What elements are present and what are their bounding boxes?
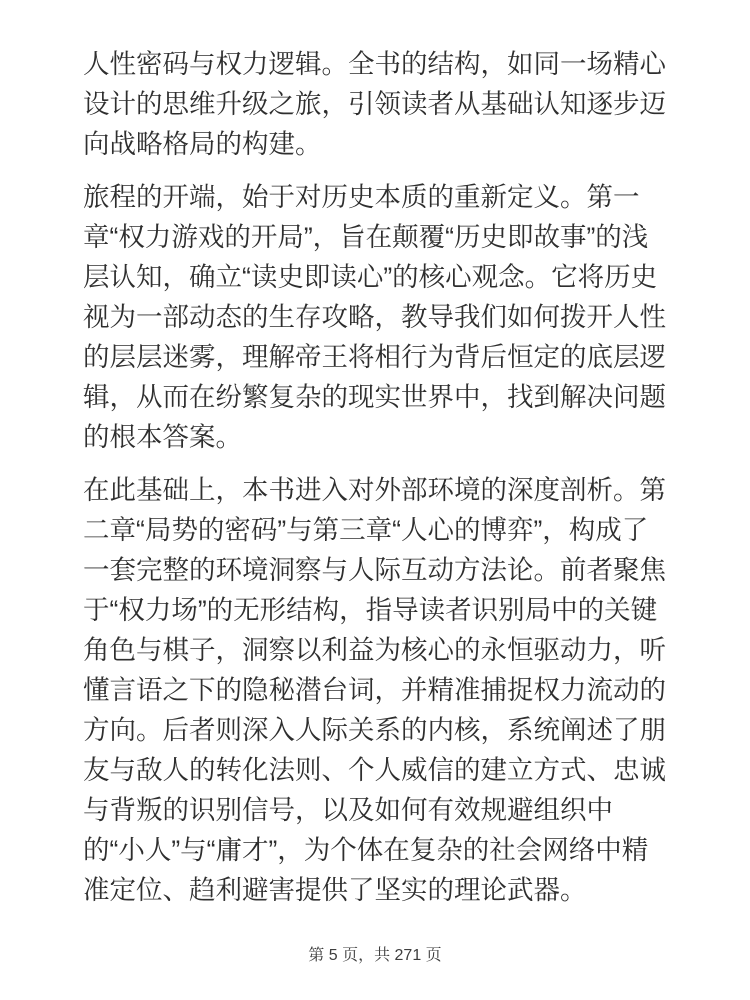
paragraph-3: 在此基础上，本书进入对外部环境的深度剖析。第二章“局势的密码”与第三章“人心的博弈”，构成了一套完整的环境洞察与人际互动方法论。前者聚焦于“权力场”的无形结构，指导读者识别局中的关键角色与棋子，洞察以利益为核心的永恒驱动力，听懂言语之下的隐秘潜台词，并精准捕捉权力流动的方向。后者则深入人际关系的内核，系统阐述了朋友与敌人的转化法则、个人威信的建立方式、忠诚与背叛的识别信号，以及如何有效规避组织中的“小人”与“庸才”，为个体在复杂的社会网络中精准定位、趋利避害提供了坚实的理论武器。	[83, 475, 666, 905]
paragraph-1: 人性密码与权力逻辑。全书的结构，如同一场精心设计的思维升级之旅，引领读者从基础认知逐步迈向战略格局的构建。	[83, 49, 666, 159]
page-number-indicator: 第 5 页，共 271 页	[308, 947, 442, 964]
paragraph-2: 旅程的开端，始于对历史本质的重新定义。第一章“权力游戏的开局”，旨在颠覆“历史即故事”的浅层认知，确立“读史即读心”的核心观念。它将历史视为一部动态的生存攻略，教导我们如何拨开人性的层层迷雾，理解帝王将相行为背后恒定的底层逻辑，从而在纷繁复杂的现实世界中，找到解决问题的根本答案。	[83, 182, 666, 452]
page-footer	[0, 946, 750, 966]
document-body	[83, 44, 667, 923]
